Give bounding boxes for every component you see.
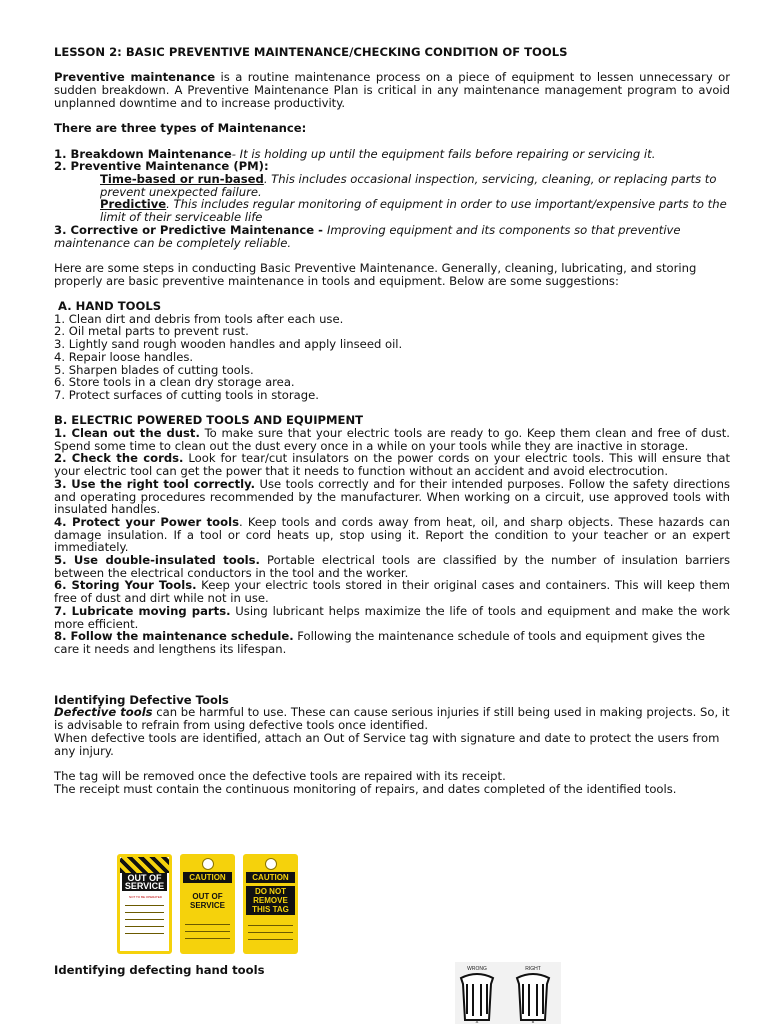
electric-item-label: 5. Use double-insulated tools. bbox=[54, 553, 260, 568]
type-breakdown-text: - It is holding up until the equipment fails before repairing or servicing it. bbox=[231, 146, 656, 161]
time-based-text: . This includes occasional inspection, servicing, cleaning, or replacing parts to prevent unexpected failure. bbox=[100, 171, 717, 199]
hand-tool-item: 3. Lightly sand rough wooden handles and apply linseed oil. bbox=[54, 337, 403, 352]
label-right: RIGHT bbox=[525, 966, 541, 972]
tag-line bbox=[125, 933, 164, 934]
tag-line bbox=[125, 919, 164, 920]
electric-item-label: 8. Follow the maintenance schedule. bbox=[54, 629, 294, 644]
electric-item bbox=[54, 605, 730, 630]
hand-defects-heading: Identifying defecting hand tools bbox=[54, 963, 265, 977]
tag2-header: CAUTION bbox=[183, 872, 232, 883]
electric-item-label: 4. Protect your Power tools bbox=[54, 514, 239, 529]
caution-out-of-service-tag bbox=[180, 854, 235, 954]
predictive-label: Predictive bbox=[100, 197, 167, 212]
predictive-text: . This includes regular monitoring of equipment in order to use important/expensive parts to the limit of their serviceable life bbox=[100, 197, 727, 225]
intro-text: is a routine maintenance process on a piece of equipment to lessen unnecessary or sudden breakdown. A Preventive Maintenance Plan is critical in any maintenance management program to avoid unplanned downtime and to increase productivity. bbox=[54, 70, 730, 110]
tag-line bbox=[185, 924, 230, 925]
out-of-service-tag bbox=[117, 854, 172, 954]
hand-tool-item: 6. Store tools in a clean dry storage area. bbox=[54, 375, 295, 390]
caution-do-not-remove-tag bbox=[243, 854, 298, 954]
types-heading: There are three types of Maintenance: bbox=[54, 121, 307, 136]
electric-item-text: Use tools correctly and for their intended purposes. Follow the safety directions and operating procedures recommended by the manufacturer. When working on a circuit, use approved tools with insulated handles. bbox=[54, 476, 730, 517]
caption-b: B bbox=[531, 1019, 535, 1024]
electric-item bbox=[54, 427, 730, 452]
hand-tools-heading bbox=[54, 300, 730, 313]
out-of-service-tags-figure bbox=[117, 854, 309, 954]
tag-line bbox=[185, 931, 230, 932]
hand-tools-heading-text: A. HAND TOOLS bbox=[58, 298, 162, 313]
caption-a: A bbox=[475, 1019, 479, 1024]
electric-item bbox=[54, 579, 730, 604]
type-breakdown-label: 1. Breakdown Maintenance bbox=[54, 146, 232, 161]
tag3-body-text: DO NOT REMOVE THIS TAG bbox=[246, 886, 295, 915]
defective-term: Defective tools bbox=[54, 705, 153, 720]
label-wrong: WRONG bbox=[467, 966, 487, 972]
tag-line bbox=[248, 932, 293, 933]
electric-item bbox=[54, 630, 730, 655]
electric-item bbox=[54, 452, 730, 477]
tag2-body bbox=[183, 886, 232, 950]
electric-item-label: 1. Clean out the dust. bbox=[54, 426, 200, 440]
electric-item-text: Portable electrical tools are classified by the number of insulation barriers between the electrical conductors in the tool and the worker. bbox=[54, 553, 730, 580]
hand-tool-item: 7. Protect surfaces of cutting tools in storage. bbox=[54, 387, 319, 402]
electric-item-text: Following the maintenance schedule of tools and equipment gives the care it needs and lengthens its lifespan. bbox=[54, 629, 706, 656]
tag-hole bbox=[202, 858, 214, 870]
electric-item bbox=[54, 516, 730, 554]
tag-line bbox=[248, 939, 293, 940]
hand-tool-item: 1. Clean dirt and debris from tools after each use. bbox=[54, 311, 344, 326]
type-corrective-text: Improving equipment and its components so that preventive maintenance can be completely reliable. bbox=[54, 222, 681, 250]
wrench-illustration bbox=[455, 962, 561, 1024]
type-corrective-label: 3. Corrective or Predictive Maintenance - bbox=[54, 222, 327, 237]
electric-item-label: 6. Storing Your Tools. bbox=[54, 578, 197, 593]
electric-item-text: . Keep tools and cords away from heat, oil, and sharp objects. These hazards can damage insulation. If a tool or cord heats up, stop using it. Report the condition to your teacher or an expert immediately. bbox=[54, 514, 730, 555]
defective-p4: The receipt must contain the continuous monitoring of repairs, and dates completed of the identified tools. bbox=[54, 781, 677, 796]
hazard-stripes bbox=[120, 857, 169, 873]
electric-item-text: To make sure that your electric tools are ready to go. Keep them clean and free of dust. Spend some time to clean out the dust every once in a while on your tools while they are inactive in storage. bbox=[54, 426, 730, 453]
type-preventive-time bbox=[54, 173, 730, 198]
tag3-header: CAUTION bbox=[246, 872, 295, 883]
tag-line bbox=[185, 938, 230, 939]
hand-tool-item: 4. Repair loose handles. bbox=[54, 349, 194, 364]
electric-item-label: 7. Lubricate moving parts. bbox=[54, 603, 231, 618]
tag1-subtitle: NOT TO BE OPERATED bbox=[128, 895, 163, 899]
defective-heading: Identifying Defective Tools bbox=[54, 692, 229, 707]
hand-tool-item: 5. Sharpen blades of cutting tools. bbox=[54, 362, 254, 377]
defective-p3: The tag will be removed once the defective tools are repaired with its receipt. bbox=[54, 768, 506, 783]
intro-term: Preventive maintenance bbox=[54, 70, 216, 85]
steps-intro: Here are some steps in conducting Basic Preventive Maintenance. Generally, cleaning, lubricating, and storing properly are basic preventive maintenance in tools and equipment. Below are some suggestions: bbox=[54, 260, 697, 288]
tag1-title: OUT OF SERVICE bbox=[122, 873, 167, 891]
tag-line bbox=[125, 912, 164, 913]
electric-heading: B. ELECTRIC POWERED TOOLS AND EQUIPMENT bbox=[54, 413, 364, 428]
wrench-wrong-right-figure bbox=[455, 962, 561, 1024]
electric-item-text: Look for tear/cut insulators on the power cords on your electric tools. This will ensure that your electric tool can get the power that it needs to function without an accident and avoid electrocution. bbox=[54, 451, 731, 479]
lesson-title: LESSON 2: BASIC PREVENTIVE MAINTENANCE/CHECKING CONDITION OF TOOLS bbox=[54, 45, 568, 59]
electric-item-text: Using lubricant helps maximize the life of tools and equipment and make the work more efficient. bbox=[54, 603, 730, 631]
tag-hole bbox=[265, 858, 277, 870]
tag-line bbox=[125, 905, 164, 906]
electric-item bbox=[54, 478, 730, 516]
electric-item-label: 3. Use the right tool correctly. bbox=[54, 476, 256, 491]
electric-item bbox=[54, 554, 730, 579]
document-page bbox=[54, 46, 730, 795]
electric-item-label: 2. Check the cords. bbox=[54, 451, 184, 466]
tag3-body bbox=[246, 886, 295, 950]
type-preventive-label: 2. Preventive Maintenance (PM): bbox=[54, 159, 269, 174]
hand-tool-item: 2. Oil metal parts to prevent rust. bbox=[54, 324, 249, 339]
defective-p1 bbox=[54, 706, 730, 731]
intro-paragraph bbox=[54, 71, 730, 109]
tag1-body bbox=[123, 895, 166, 947]
electric-item-text: Keep your electric tools stored in their original cases and containers. This will keep them free of dust and dirt while not in use. bbox=[54, 578, 730, 606]
defective-p2: When defective tools are identified, attach an Out of Service tag with signature and date to protect the users from any injury. bbox=[54, 730, 720, 758]
type-corrective bbox=[54, 224, 730, 249]
tag-line bbox=[125, 926, 164, 927]
defective-p1-text: can be harmful to use. These can cause serious injuries if still being used in making projects. So, it is advisable to refrain from using defective tools once identified. bbox=[54, 705, 730, 733]
type-preventive-predictive bbox=[54, 198, 730, 223]
tag-line bbox=[248, 925, 293, 926]
tag2-body-text: OUT OF SERVICE bbox=[190, 892, 225, 910]
time-based-label: Time-based or run-based bbox=[100, 171, 264, 186]
